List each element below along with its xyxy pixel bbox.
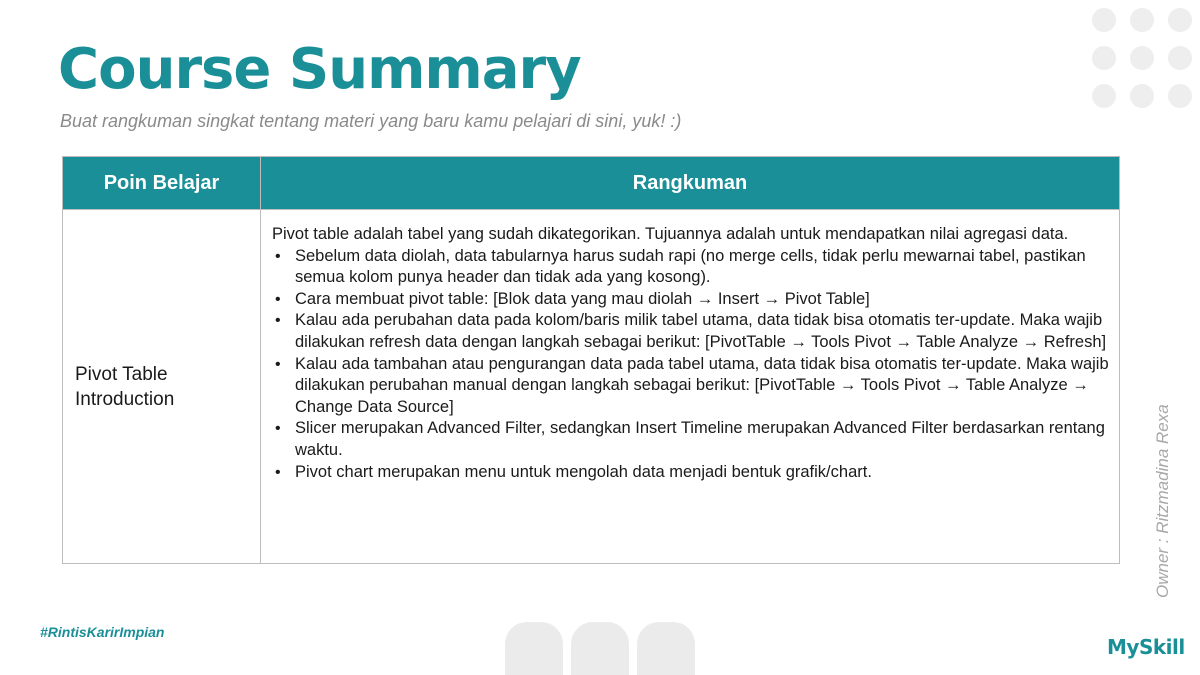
decor-arch <box>637 622 695 675</box>
decor-dot <box>1130 84 1154 108</box>
decor-dot <box>1092 46 1116 70</box>
bullet-text: Slicer merupakan Advanced Filter, sedangkan Insert Timeline merupakan Advanced Filter berdasarkan rentang waktu. <box>295 419 1105 459</box>
bullet-item <box>272 418 1109 461</box>
decor-dot <box>1092 8 1116 32</box>
decorative-arches <box>505 622 695 675</box>
bullet-text: Kalau ada tambahan atau pengurangan data pada tabel utama, data tidak bisa otomatis ter-update. Maka wajib dilakukan perubahan manual dengan langkah sebagai berikut: [PivotTable → Tools Pivot → Table Analyze → Change Data Source] <box>295 354 1109 416</box>
bullet-icon: • <box>275 355 281 373</box>
decorative-dots <box>1092 8 1200 112</box>
summary-bullet-list <box>272 246 1109 484</box>
decor-dot <box>1092 84 1116 108</box>
decor-dot <box>1130 8 1154 32</box>
bullet-text: Cara membuat pivot table: [Blok data yang mau diolah → Insert → Pivot Table] <box>295 289 870 308</box>
bullet-item <box>272 354 1109 419</box>
table-row <box>63 210 1120 564</box>
decor-arch <box>505 622 563 675</box>
bullet-icon: • <box>275 463 281 481</box>
bullet-text: Sebelum data diolah, data tabularnya harus sudah rapi (no merge cells, tidak perlu mewarnai tabel, pastikan semua kolom punya header dan tidak ada yang kosong). <box>295 246 1086 287</box>
decor-dot <box>1130 46 1154 70</box>
header-poin-belajar: Poin Belajar <box>63 157 261 210</box>
bullet-item <box>272 246 1109 289</box>
decor-dot <box>1168 8 1192 32</box>
bullet-text: Kalau ada perubahan data pada kolom/baris milik tabel utama, data tidak bisa otomatis ter-update. Maka wajib dilakukan refresh data dengan langkah sebagai berikut: [PivotTable → Tools Pivot → Table Analyze → Refresh] <box>295 311 1107 351</box>
summary-table <box>62 156 1120 564</box>
table-header-row <box>63 157 1120 210</box>
bullet-text: Pivot chart merupakan menu untuk mengolah data menjadi bentuk grafik/chart. <box>295 462 872 481</box>
owner-label: Owner : Ritzmadina Rexa <box>1153 404 1172 598</box>
bullet-icon: • <box>275 420 281 438</box>
decor-dot <box>1168 84 1192 108</box>
page-title: Course Summary <box>58 37 581 102</box>
hashtag-label: #RintisKarirImpian <box>40 624 165 640</box>
bullet-item <box>272 462 1109 484</box>
bullet-icon: • <box>275 247 281 265</box>
bullet-item <box>272 310 1109 353</box>
decor-dot <box>1168 46 1192 70</box>
myskill-logo: MySkill <box>1107 635 1185 659</box>
header-rangkuman: Rangkuman <box>261 157 1120 210</box>
bullet-icon: • <box>275 290 281 308</box>
bullet-icon: • <box>275 312 281 330</box>
decor-arch <box>571 622 629 675</box>
topic-cell: Pivot Table Introduction <box>63 210 261 564</box>
summary-intro: Pivot table adalah tabel yang sudah dikategorikan. Tujuannya adalah untuk mendapatkan nilai agregasi data. <box>272 225 1069 243</box>
page-subtitle: Buat rangkuman singkat tentang materi yang baru kamu pelajari di sini, yuk! :) <box>60 111 682 131</box>
summary-cell <box>261 210 1120 564</box>
bullet-item <box>272 289 1109 311</box>
